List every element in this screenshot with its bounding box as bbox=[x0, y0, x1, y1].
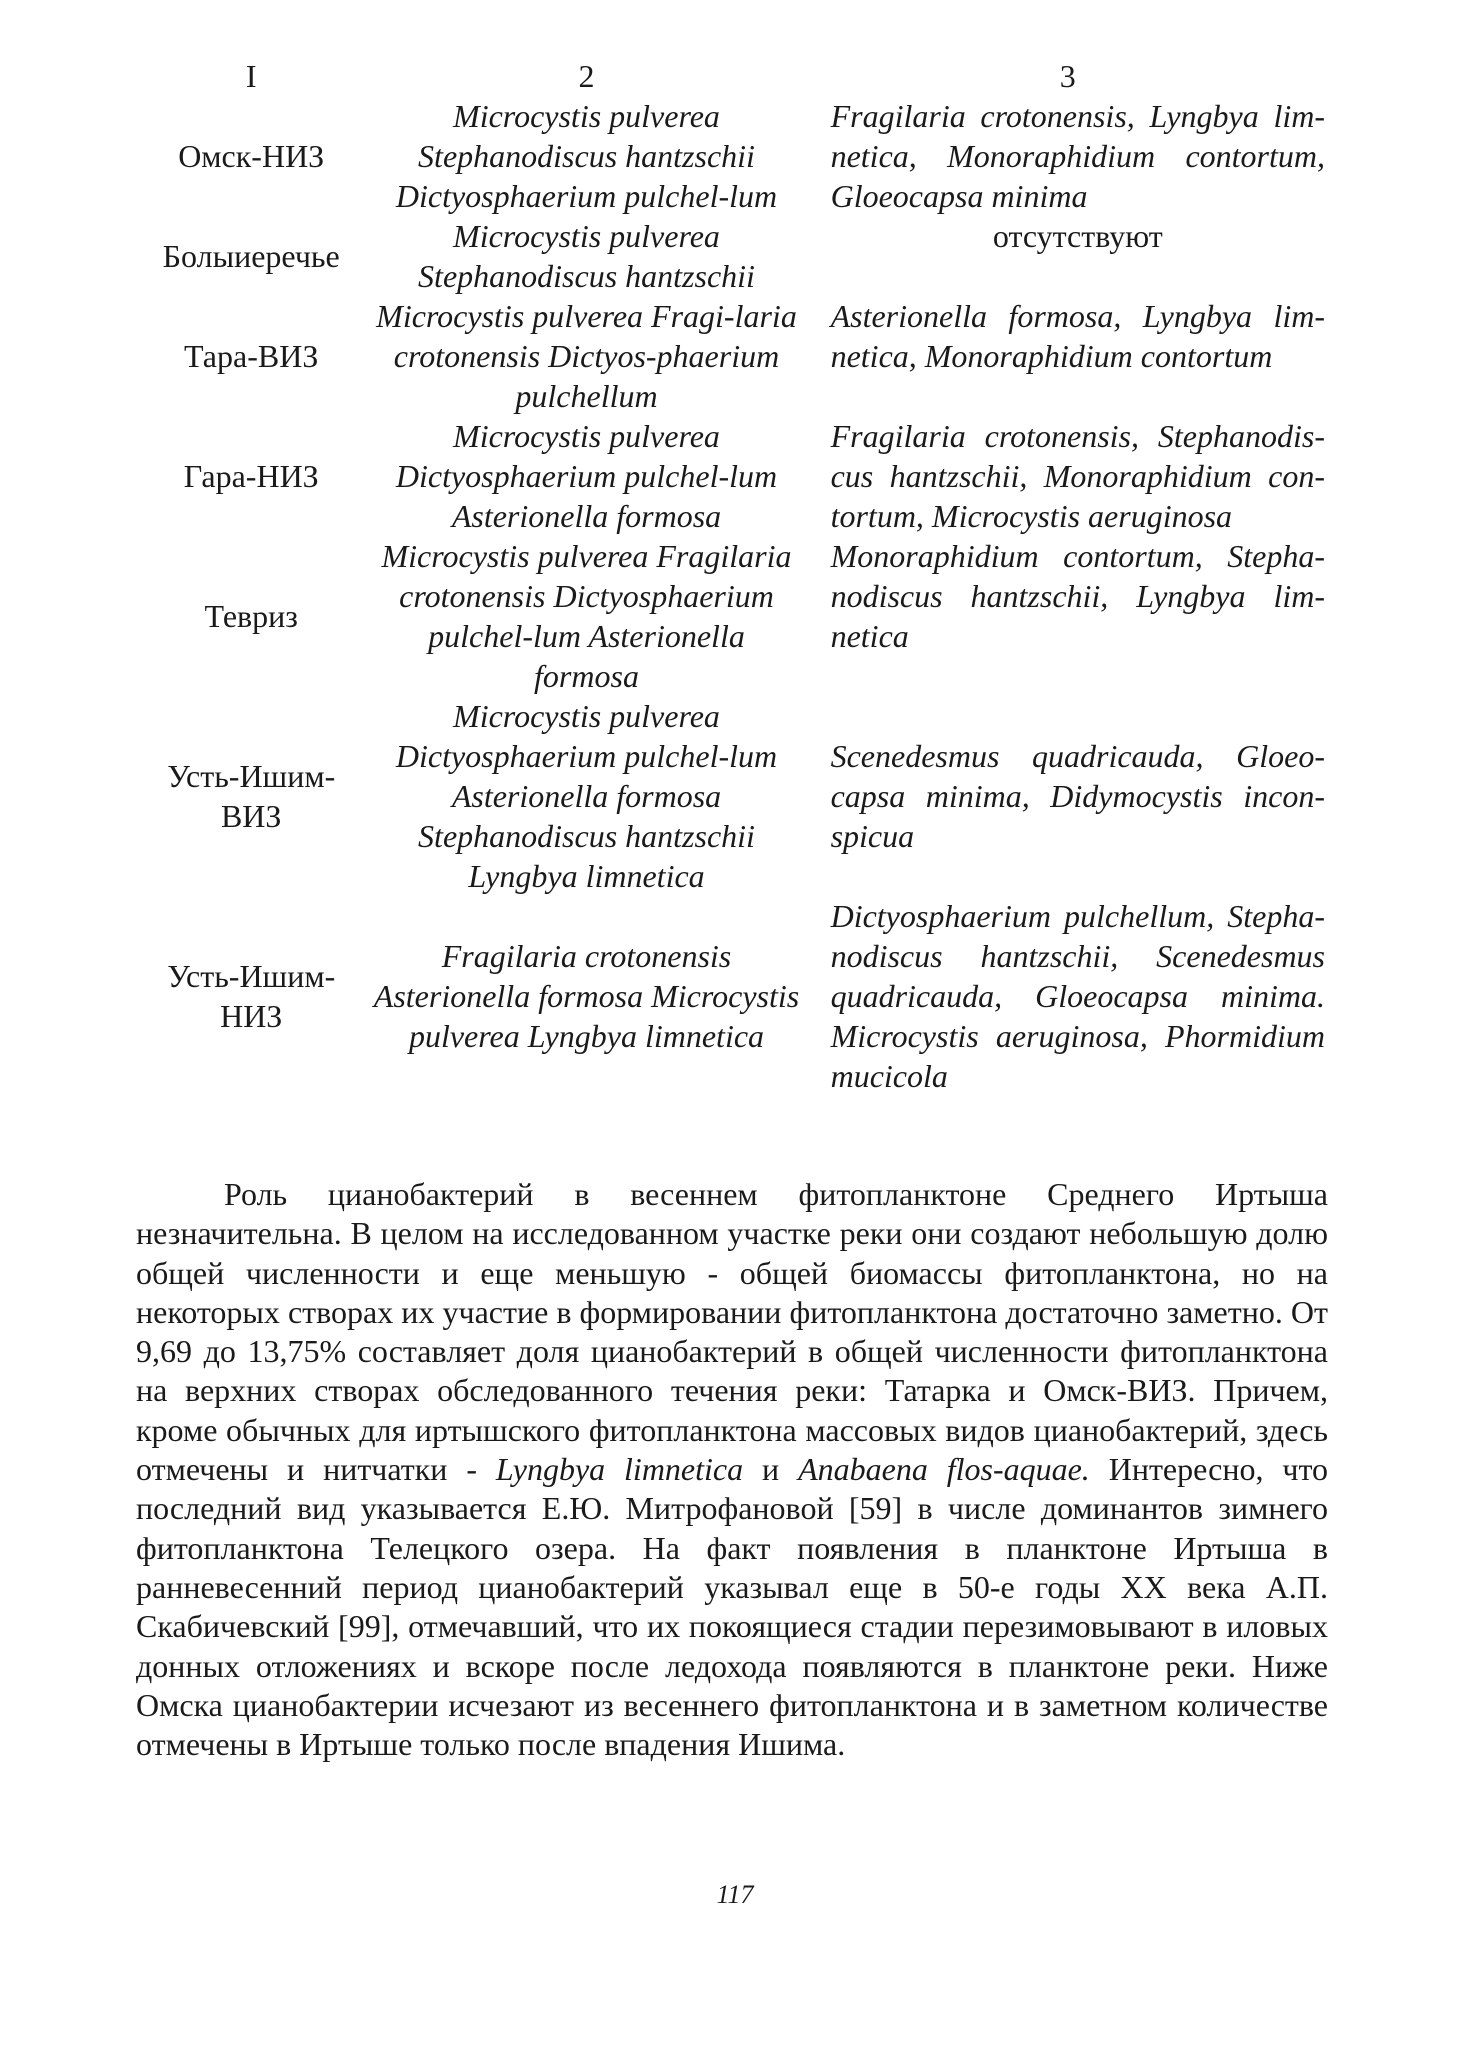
station-cell: Тара-ВИЗ bbox=[184, 338, 319, 374]
dominants-cell: Microcystis pulverea Dictyosphaerium pulchel-lum Asterionella formosa Stephanodiscus hantzschii Lyngbya limnetica bbox=[395, 698, 778, 894]
others-cell: Asterionella formosa, Lyngbya lim-netica, Monoraphidium contortum bbox=[830, 298, 1325, 374]
paragraph-text: Интересно, что последний вид указывается Е.Ю. Митрофановой [59] в числе доминантов зимнего фитопланктона Телецкого озера. На факт появления в планктоне Иртыша в ранневесенний период цианобактерий указывал еще в 50-е годы XX века А.П. Скабичевский [99], отмечавший, что их покоящиеся стадии перезимовывают в иловых донных отложениях и вскоре после ледохода появляются в планктоне реки. Ниже Омска цианобактерии исчезают из весеннего фитопланктона и в заметном количестве отмечены в Иртыше только после впадения Ишима. bbox=[136, 1451, 1329, 1763]
others-cell: Dictyosphaerium pulchellum, Stepha-nodiscus hantzschii, Scenedesmus quadricauda, Gloeocapsa minima. Microcystis aeruginosa, Phormidium mucicola bbox=[830, 898, 1325, 1094]
station-cell: Гара-НИЗ bbox=[183, 458, 319, 494]
others-cell: Scenedesmus quadricauda, Gloeo-capsa minima, Didymocystis incon-spicua bbox=[830, 738, 1325, 854]
column-header-1: I bbox=[245, 58, 257, 94]
table-row bbox=[140, 696, 1325, 896]
dominants-cell: Microcystis pulverea Fragilaria crotonensis Dictyosphaerium pulchel-lum Asterionella formosa bbox=[381, 538, 792, 694]
station-cell: Тевриз bbox=[204, 598, 298, 634]
paragraph-text: и bbox=[743, 1451, 799, 1488]
table-row bbox=[140, 216, 1325, 296]
station-cell: Усть-Ишим-НИЗ bbox=[167, 958, 336, 1034]
dominants-cell: Fragilaria crotonensis Asterionella formosa Microcystis pulverea Lyngbya limnetica bbox=[373, 938, 800, 1054]
column-header-3: 3 bbox=[1059, 58, 1076, 94]
page-number: 117 bbox=[716, 1880, 754, 1909]
others-cell: Fragilaria crotonensis, Stephanodis-cus hantzschii, Monoraphidium con-tortum, Microcystis aeruginosa bbox=[830, 418, 1325, 534]
table-header-row bbox=[140, 56, 1325, 96]
others-cell: отсутствуют bbox=[992, 218, 1163, 254]
table-row bbox=[140, 536, 1325, 696]
dominants-cell: Microcystis pulverea Stephanodiscus hantzschii Dictyosphaerium pulchel-lum bbox=[395, 98, 778, 214]
table-row bbox=[140, 896, 1325, 1096]
species-name: Lyngbya limnetica bbox=[495, 1451, 744, 1488]
others-cell: Fragilaria crotonensis, Lyngbya lim-netica, Monoraphidium contortum, Gloeocapsa minima bbox=[830, 98, 1325, 214]
table-row bbox=[140, 96, 1325, 216]
dominants-cell: Microcystis pulverea Stephanodiscus hantzschii bbox=[418, 218, 755, 294]
species-name: Anabaena flos-aquae. bbox=[798, 1451, 1090, 1488]
paragraph-text: Роль цианобактерий в весеннем фитопланктоне Среднего Иртыша незначительна. В целом на исследованном участке реки они создают небольшую долю общей численности и еще меньшую - общей биомассы фитопланктона, но на некоторых створах их участие в формировании фитопланктона достаточно заметно. От 9,69 до 13,75% составляет доля цианобактерий в общей численности фитопланктона на верхних створах обследованного течения реки: Татарка и Омск-ВИЗ. Причем, кроме обычных для иртышского фитопланктона массовых видов цианобактерий, здесь отмечены и нитчатки - bbox=[136, 1176, 1328, 1488]
table-row bbox=[140, 296, 1325, 416]
dominants-cell: Microcystis pulverea Fragi-laria crotonensis Dictyos-phaerium pulchellum bbox=[376, 298, 797, 414]
table-row bbox=[140, 416, 1325, 536]
station-cell: Болыиеречье bbox=[162, 238, 340, 274]
dominants-cell: Microcystis pulverea Dictyosphaerium pulchel-lum Asterionella formosa bbox=[395, 418, 778, 534]
species-table bbox=[140, 56, 1325, 1096]
column-header-2: 2 bbox=[578, 58, 595, 94]
others-cell: Monoraphidium contortum, Stepha-nodiscus hantzschii, Lyngbya lim-netica bbox=[830, 538, 1325, 654]
body-paragraph bbox=[136, 1175, 1328, 1764]
station-cell: Омск-НИЗ bbox=[178, 138, 325, 174]
station-cell: Усть-Ишим-ВИЗ bbox=[167, 758, 336, 834]
